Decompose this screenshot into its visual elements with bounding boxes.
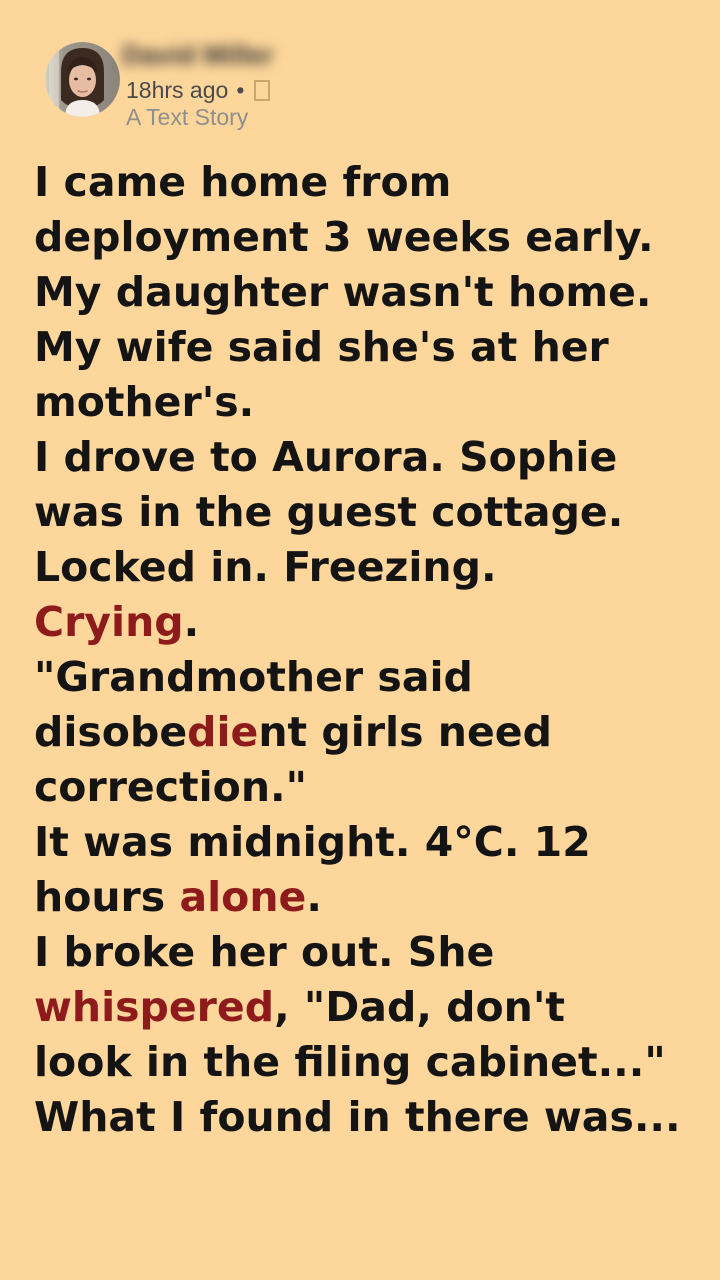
story-text-segment: I came home from bbox=[34, 158, 452, 206]
story-line bbox=[34, 540, 694, 595]
privacy-globe-placeholder-icon bbox=[254, 80, 270, 101]
story-text-segment: "Grandmother said bbox=[34, 653, 473, 701]
story-line bbox=[34, 760, 694, 815]
story-line bbox=[34, 1090, 694, 1145]
author-name[interactable]: David Miller bbox=[122, 40, 274, 70]
story-line bbox=[34, 320, 694, 375]
story-line bbox=[34, 265, 694, 320]
highlighted-text: Crying bbox=[34, 598, 184, 646]
story-line bbox=[34, 155, 694, 210]
story-text-segment: deployment 3 weeks early. bbox=[34, 213, 654, 261]
story-text-segment: look in the filing cabinet..." bbox=[34, 1038, 666, 1086]
story-line bbox=[34, 485, 694, 540]
story-text-segment: . bbox=[183, 598, 200, 646]
post-meta bbox=[126, 77, 270, 104]
story-text-segment: I broke her out. She bbox=[34, 928, 495, 976]
story-text-segment: Locked in. Freezing. bbox=[34, 543, 497, 591]
highlighted-text: die bbox=[187, 708, 259, 756]
story-text-segment: correction." bbox=[34, 763, 307, 811]
avatar[interactable] bbox=[45, 42, 120, 117]
story-line bbox=[34, 650, 694, 705]
post-type-label: A Text Story bbox=[126, 104, 249, 130]
story-line bbox=[34, 595, 694, 650]
timestamp: 18hrs ago bbox=[126, 77, 229, 103]
meta-separator-dot: • bbox=[236, 77, 245, 103]
story-line bbox=[34, 980, 694, 1035]
story-text bbox=[34, 155, 694, 1145]
story-line bbox=[34, 815, 694, 870]
story-line bbox=[34, 870, 694, 925]
story-text-segment: My daughter wasn't home. bbox=[34, 268, 652, 316]
story-text-segment: What I found in there was... bbox=[34, 1093, 681, 1141]
story-text-segment: nt girls need bbox=[258, 708, 552, 756]
highlighted-text: alone bbox=[179, 873, 307, 921]
story-line bbox=[34, 925, 694, 980]
story-text-segment: It was midnight. 4°C. 12 bbox=[34, 818, 591, 866]
story-text-segment: was in the guest cottage. bbox=[34, 488, 624, 536]
story-text-segment: disobe bbox=[34, 708, 188, 756]
story-line bbox=[34, 705, 694, 760]
story-text-segment: My wife said she's at her bbox=[34, 323, 609, 371]
story-line bbox=[34, 375, 694, 430]
highlighted-text: whispered bbox=[34, 983, 275, 1031]
story-text-segment: . bbox=[306, 873, 322, 921]
post-header bbox=[0, 0, 720, 150]
profile-photo-icon bbox=[45, 42, 120, 117]
story-line bbox=[34, 1035, 694, 1090]
story-text-segment: I drove to Aurora. Sophie bbox=[34, 433, 618, 481]
story-line bbox=[34, 210, 694, 265]
story-text-segment: hours bbox=[34, 873, 180, 921]
story-line bbox=[34, 430, 694, 485]
story-text-segment: mother's. bbox=[34, 378, 255, 426]
story-text-segment: , "Dad, don't bbox=[274, 983, 566, 1031]
